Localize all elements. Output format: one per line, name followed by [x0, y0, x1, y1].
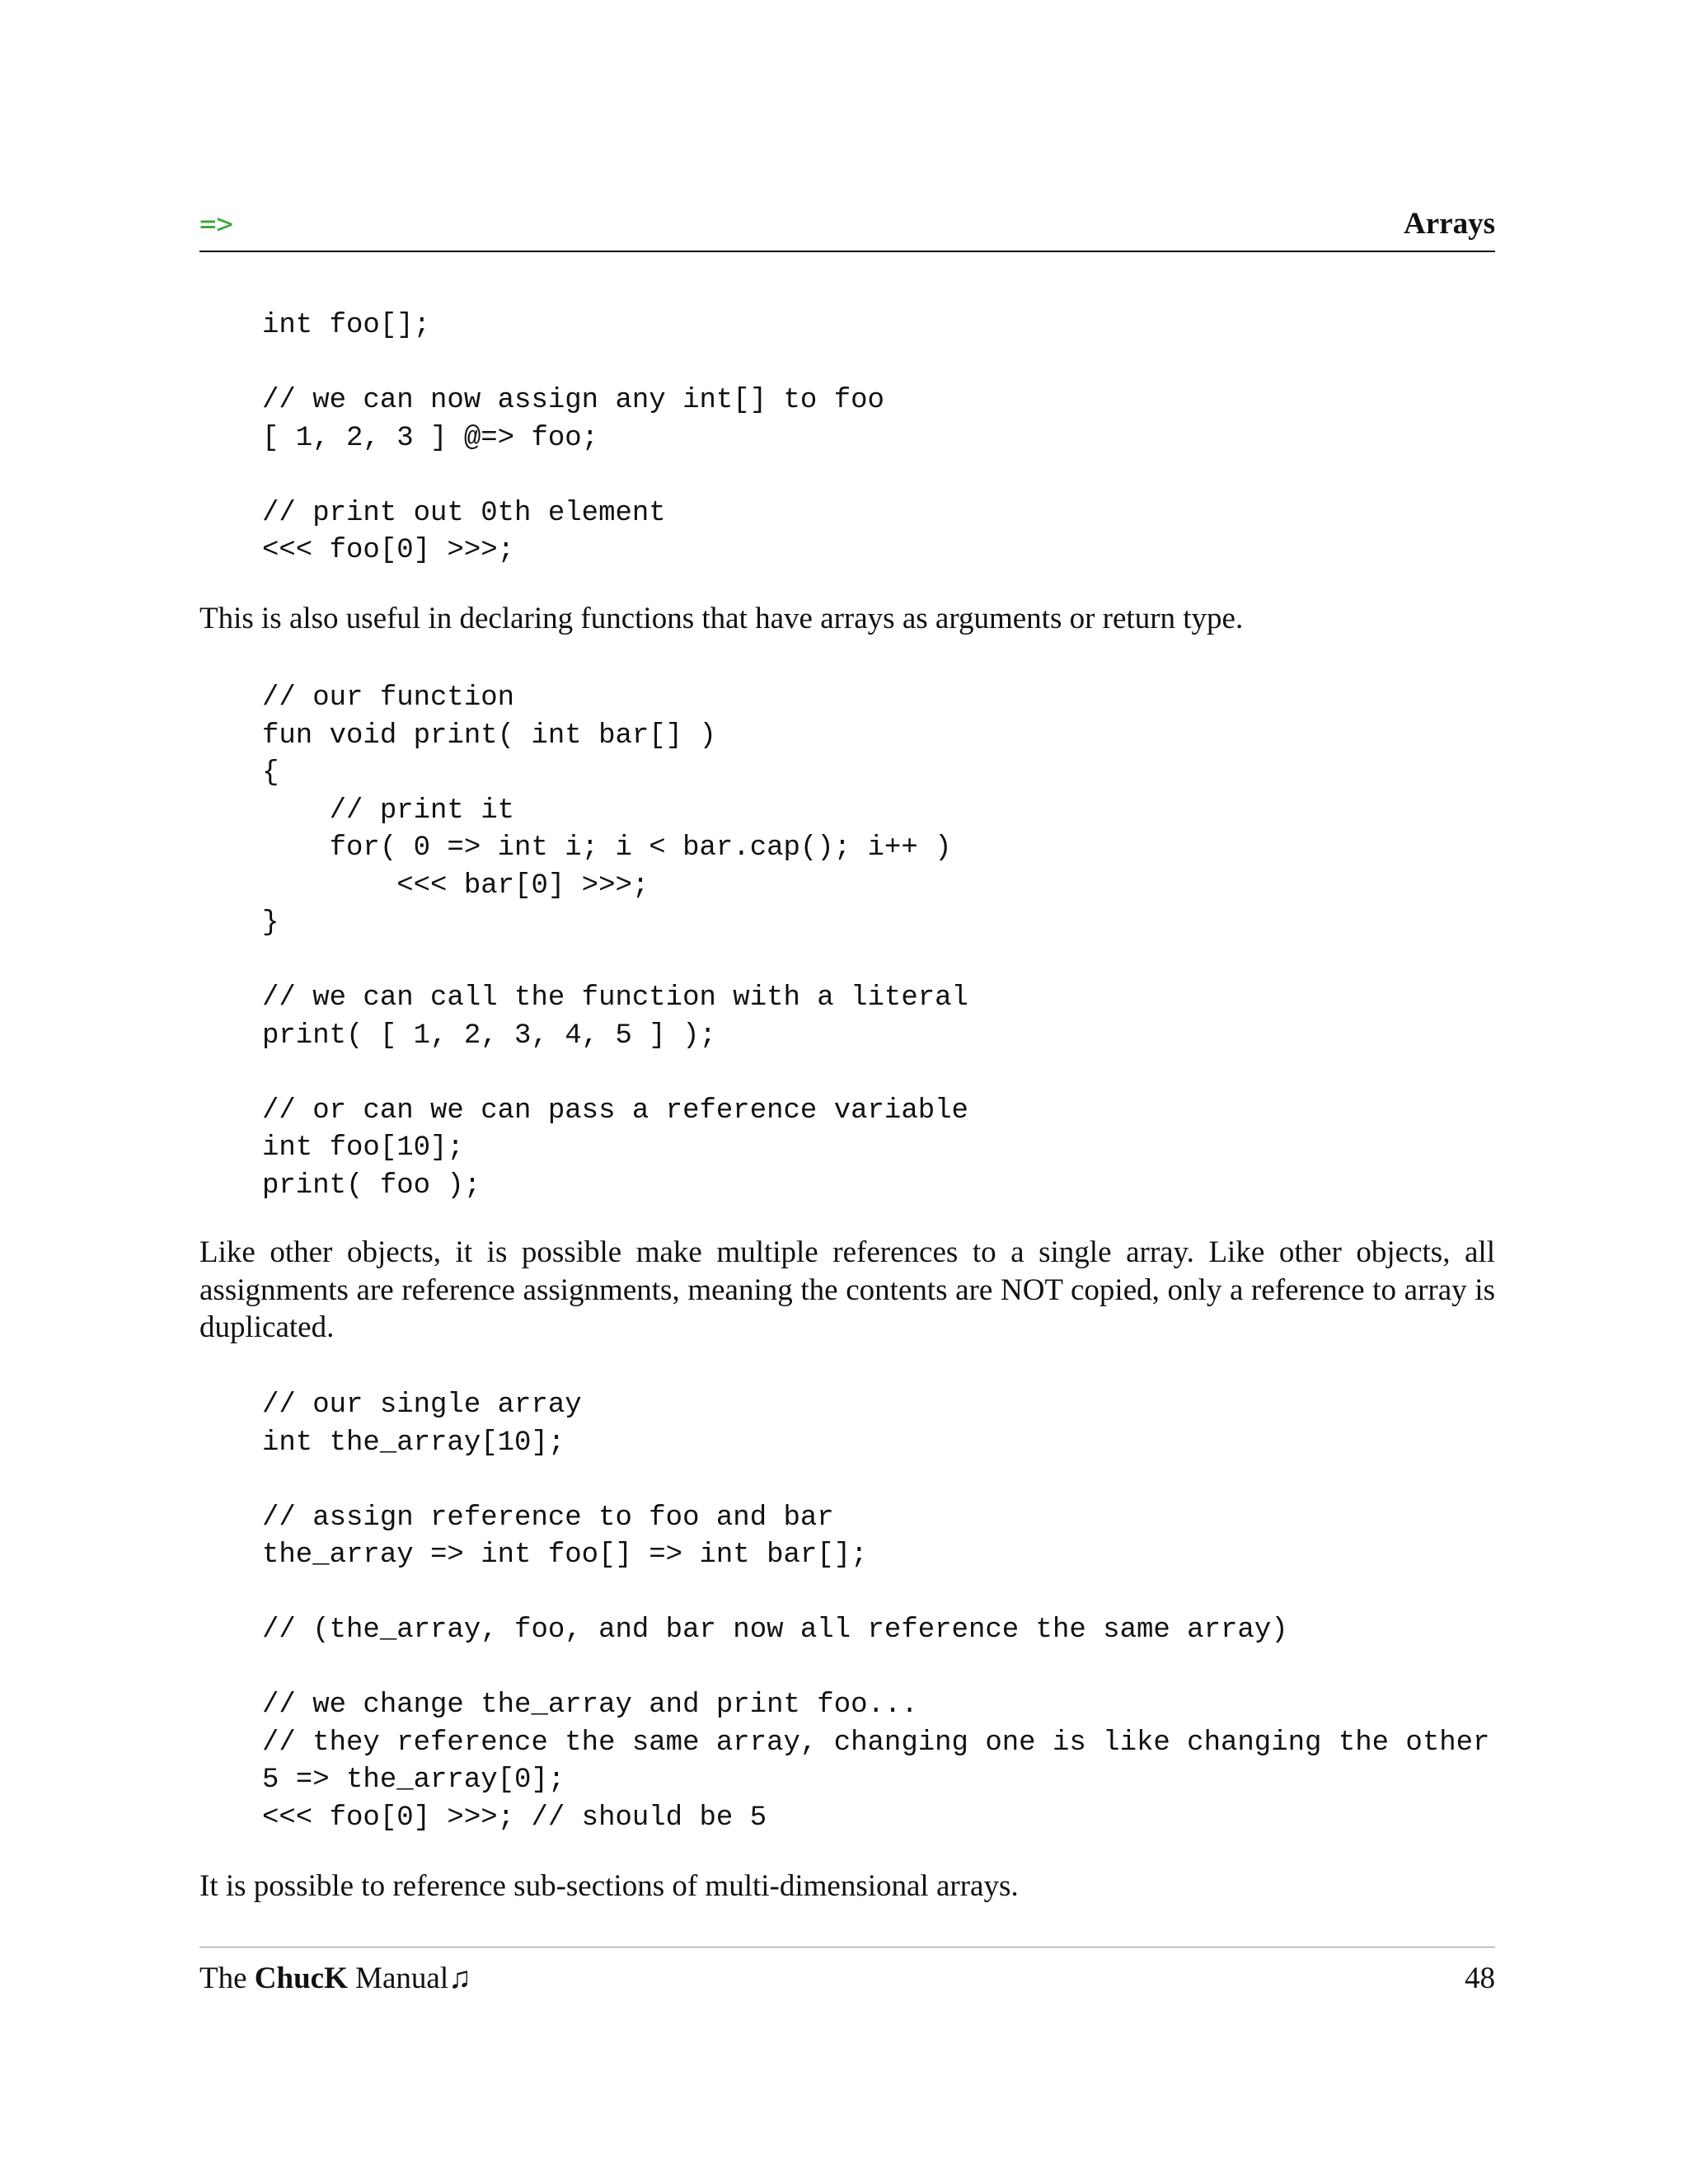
footer-suffix: Manual♫ [355, 1961, 471, 1995]
paragraph-arrays-as-arguments: This is also useful in declaring functions that have arrays as arguments or return type. [199, 602, 1244, 635]
paragraph-sub-sections: It is possible to reference sub-sections of multi-dimensional arrays. [199, 1869, 1019, 1903]
footer-prefix: The [199, 1961, 247, 1995]
code-block-2: // our function fun void print( int bar[] ) { // print it for( 0 => int i; i < bar.cap(); i++ ) <<< bar[0] >>>; } // we can call the function with a literal print( [ 1, 2, 3, 4, 5 ] ); // or can we can pass a reference variable int foo[10]; print( foo ); [262, 682, 968, 1202]
code-block-3: // our single array int the_array[10]; // assign reference to foo and bar the_array => int foo[] => int bar[]; // (the_array, foo, and bar now all reference the same array) // we change the_array and print foo... // they reference the same array, changing one is like changing the other 5 => the_array[0]; <<< foo[0] >>>; // should be 5 [262, 1390, 1490, 1834]
footer-manual-title [199, 1961, 471, 1996]
section-title: Arrays [1404, 207, 1495, 241]
manual-page [199, 0, 1495, 2184]
footer-brand: ChucK [254, 1961, 348, 1995]
code-block-1: int foo[]; // we can now assign any int[] to foo [ 1, 2, 3 ] @=> foo; // print out 0th element <<< foo[0] >>>; [262, 310, 884, 566]
page-number: 48 [1465, 1961, 1495, 1995]
page-footer [199, 1947, 1495, 2005]
paragraph-multiple-references: Like other objects, it is possible make multiple references to a single array. Like other objects, all assignments are reference assignments, meaning the contents are NOT copied, only a reference to array is duplicated. [199, 1235, 1495, 1344]
page-header [199, 208, 1495, 252]
chuck-arrow-logo: => [199, 208, 233, 241]
